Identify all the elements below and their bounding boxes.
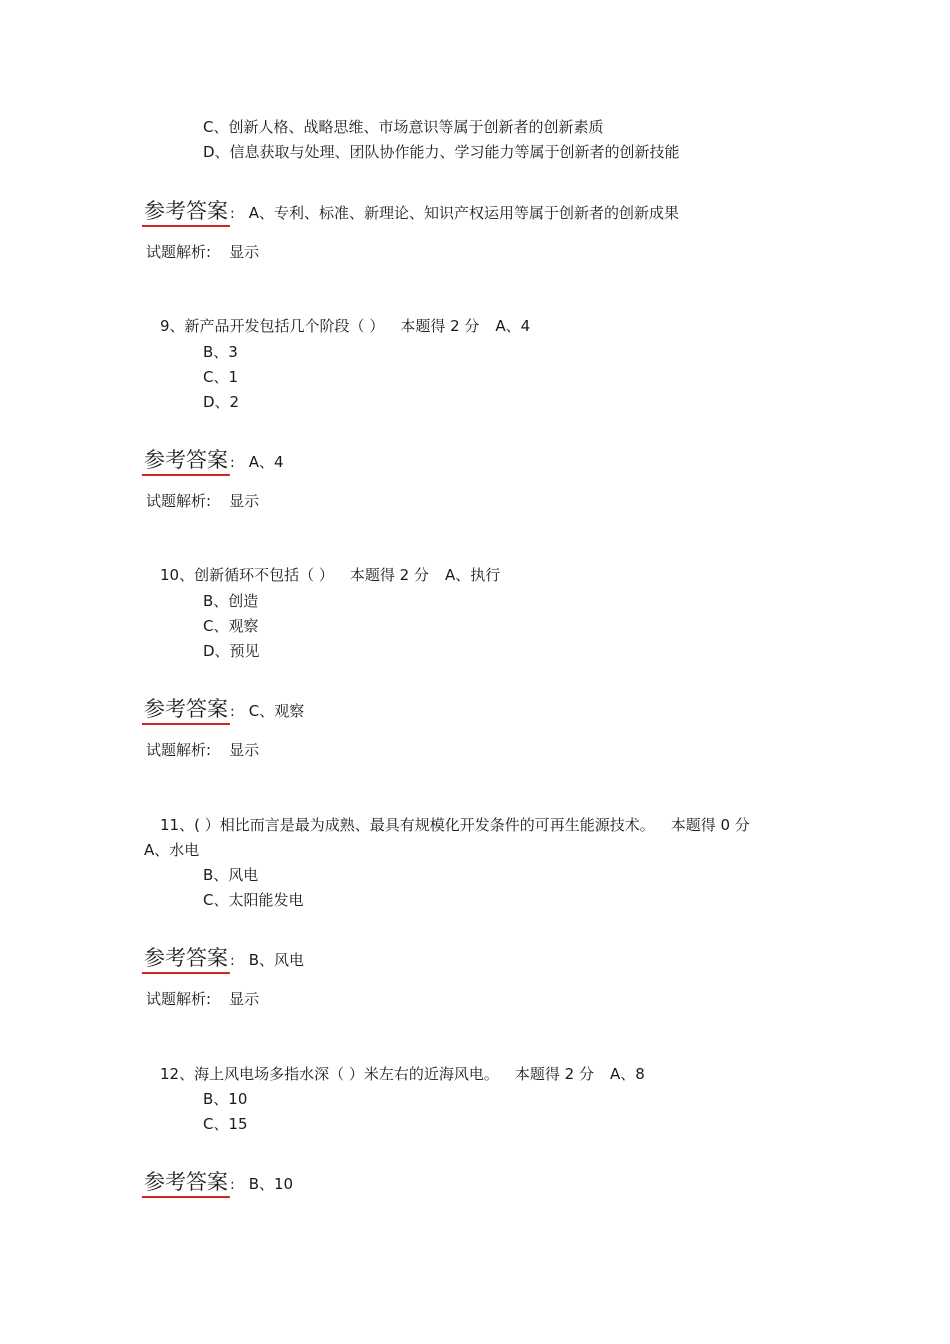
q10-stem: 10、创新循环不包括（ ） <box>160 566 334 584</box>
q10-option-b: B、创造 <box>203 592 259 610</box>
q9-option-d: D、2 <box>203 393 240 411</box>
q9-option-b: B、3 <box>203 343 238 361</box>
q9-answer-row <box>144 446 284 476</box>
q9-stem-row <box>160 314 530 339</box>
q10-option-c: C、观察 <box>203 617 259 635</box>
q12-stem-row <box>160 1062 645 1087</box>
answer-label: 参考答案 <box>144 946 228 970</box>
q11-show-link[interactable]: 显示 <box>229 990 260 1008</box>
q10-option-a: A、执行 <box>444 566 501 584</box>
q12-option-a: A、8 <box>609 1065 645 1083</box>
answer-colon: : <box>230 953 235 969</box>
q12-answer-value: B、10 <box>248 1175 294 1193</box>
answer-colon: : <box>230 1177 235 1193</box>
answer-colon: : <box>230 455 235 471</box>
q9-stem: 9、新产品开发包括几个阶段（ ） <box>160 317 385 335</box>
q12-option-c: C、15 <box>203 1115 248 1133</box>
q8-option-c: C、创新人格、战略思维、市场意识等属于创新者的创新素质 <box>203 118 604 136</box>
q11-answer-row <box>144 944 304 974</box>
q9-answer-value: A、4 <box>248 453 284 471</box>
q9-option-c: C、1 <box>203 368 239 386</box>
q12-stem: 12、海上风电场多指水深（ ）米左右的近海风电。 <box>160 1065 499 1083</box>
q8-answer-row <box>144 197 679 227</box>
q10-stem-row <box>160 563 500 588</box>
analysis-label: 试题解析: <box>146 243 212 261</box>
answer-label: 参考答案 <box>144 199 228 223</box>
q11-score: 本题得 0 分 <box>670 816 750 834</box>
answer-colon: : <box>230 206 235 222</box>
analysis-label: 试题解析: <box>146 990 212 1008</box>
q10-score: 本题得 2 分 <box>349 566 429 584</box>
q10-show-link[interactable]: 显示 <box>229 741 260 759</box>
q10-answer-row <box>144 695 304 725</box>
analysis-label: 试题解析: <box>146 741 212 759</box>
analysis-label: 试题解析: <box>146 492 212 510</box>
q11-option-a: A、水电 <box>144 841 200 859</box>
q8-analysis-row <box>146 240 259 265</box>
q10-answer-value: C、观察 <box>248 702 305 720</box>
q12-option-b: B、10 <box>203 1090 248 1108</box>
q11-stem-row <box>160 813 750 838</box>
q9-analysis-row <box>146 489 259 514</box>
q11-option-c: C、太阳能发电 <box>203 891 304 909</box>
answer-label: 参考答案 <box>144 697 228 721</box>
q9-option-a: A、4 <box>495 317 531 335</box>
q9-show-link[interactable]: 显示 <box>229 492 260 510</box>
q12-score: 本题得 2 分 <box>514 1065 594 1083</box>
q10-option-d: D、预见 <box>203 642 260 660</box>
answer-label: 参考答案 <box>144 1170 228 1194</box>
q9-score: 本题得 2 分 <box>400 317 480 335</box>
q8-answer-value: A、专利、标准、新理论、知识产权运用等属于创新者的创新成果 <box>248 204 679 222</box>
q8-show-link[interactable]: 显示 <box>229 243 260 261</box>
q11-stem: 11、( ）相比而言是最为成熟、最具有规模化开发条件的可再生能源技术。 <box>160 816 655 834</box>
q12-answer-row <box>144 1168 293 1198</box>
q10-analysis-row <box>146 738 259 763</box>
q11-option-b: B、风电 <box>203 866 259 884</box>
q11-answer-value: B、风电 <box>248 951 305 969</box>
q8-option-d: D、信息获取与处理、团队协作能力、学习能力等属于创新者的创新技能 <box>203 143 680 161</box>
answer-colon: : <box>230 704 235 720</box>
answer-label: 参考答案 <box>144 448 228 472</box>
q11-analysis-row <box>146 987 259 1012</box>
